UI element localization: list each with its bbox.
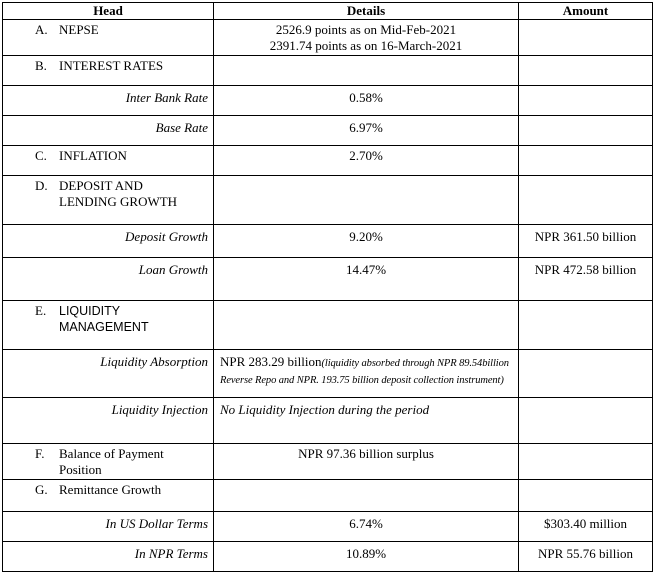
interbank-rate-label: Inter Bank Rate: [3, 86, 214, 116]
table-row: [3, 480, 653, 512]
section-letter: C.: [35, 148, 47, 163]
section-letter: G.: [35, 482, 48, 497]
section-label: INFLATION: [59, 148, 127, 163]
table-row: [3, 20, 653, 56]
header-row: [3, 3, 653, 20]
empty-cell: [214, 480, 519, 512]
remittance-head: [3, 480, 214, 512]
nepse-head: [3, 20, 214, 56]
interbank-rate-value: 0.58%: [214, 86, 519, 116]
economic-indicators-table: [2, 2, 653, 572]
deposit-growth-amount: NPR 361.50 billion: [519, 225, 653, 258]
amount-column-header: Amount: [519, 3, 653, 20]
nepse-line-1: 2526.9 points as on Mid-Feb-2021: [275, 22, 457, 37]
empty-cell: [519, 146, 653, 176]
deposit-growth-label: Deposit Growth: [3, 225, 214, 258]
section-label: Remittance Growth: [59, 482, 162, 497]
empty-cell: [214, 176, 519, 225]
remittance-usd-label: In US Dollar Terms: [3, 512, 214, 542]
empty-cell: [214, 301, 519, 350]
empty-cell: [519, 86, 653, 116]
section-letter: E.: [35, 303, 47, 318]
table-row: [3, 225, 653, 258]
table-row: [3, 116, 653, 146]
liquidity-injection-value: No Liquidity Injection during the period: [214, 398, 519, 444]
empty-cell: [519, 56, 653, 86]
section-label: NEPSE: [59, 22, 99, 37]
nepse-amount: [519, 20, 653, 56]
liquidity-head: [3, 301, 214, 350]
base-rate-value: 6.97%: [214, 116, 519, 146]
section-letter: F.: [35, 446, 45, 461]
empty-cell: [519, 444, 653, 480]
loan-growth-amount: NPR 472.58 billion: [519, 258, 653, 301]
remittance-usd-amount: $303.40 million: [519, 512, 653, 542]
empty-cell: [519, 301, 653, 350]
section-letter: A.: [35, 22, 48, 37]
table-row: [3, 56, 653, 86]
section-letter: B.: [35, 58, 47, 73]
remittance-npr-value: 10.89%: [214, 542, 519, 572]
details-column-header: Details: [214, 3, 519, 20]
empty-cell: [519, 350, 653, 398]
bop-value: NPR 97.36 billion surplus: [214, 444, 519, 480]
remittance-npr-amount: NPR 55.76 billion: [519, 542, 653, 572]
empty-cell: [519, 480, 653, 512]
deposit-growth-value: 9.20%: [214, 225, 519, 258]
inflation-value: 2.70%: [214, 146, 519, 176]
section-label: DEPOSIT AND LENDING GROWTH: [59, 178, 178, 209]
deposit-head: [3, 176, 214, 225]
table-row: [3, 176, 653, 225]
liquidity-absorption-note: (liquidity absorbed through NPR 89.54billion Reverse Repo and NPR. 193.75 billion deposit collection instrument): [220, 358, 509, 386]
head-column-header: Head: [3, 3, 214, 20]
nepse-line-2: 2391.74 points as on 16-March-2021: [269, 38, 463, 53]
inflation-head: [3, 146, 214, 176]
remittance-usd-value: 6.74%: [214, 512, 519, 542]
section-label: INTEREST RATES: [59, 58, 164, 73]
table-row: [3, 86, 653, 116]
table-row: [3, 146, 653, 176]
bop-head: [3, 444, 214, 480]
base-rate-cell: [3, 116, 214, 146]
nepse-details: [214, 20, 519, 56]
table-row: [3, 398, 653, 444]
table-row: [3, 542, 653, 572]
interest-head: [3, 56, 214, 86]
empty-cell: [519, 398, 653, 444]
liquidity-absorption-details: [214, 350, 519, 398]
empty-cell: [214, 56, 519, 86]
table-row: [3, 512, 653, 542]
section-letter: D.: [35, 178, 48, 193]
loan-growth-label: Loan Growth: [3, 258, 214, 301]
table-row: [3, 258, 653, 301]
liquidity-absorption-label: Liquidity Absorption: [3, 350, 214, 398]
loan-growth-value: 14.47%: [214, 258, 519, 301]
liquidity-absorption-value: NPR 283.29 billion: [220, 354, 322, 369]
liquidity-injection-label: Liquidity Injection: [3, 398, 214, 444]
table-row: [3, 444, 653, 480]
table-row: [3, 350, 653, 398]
remittance-npr-label: In NPR Terms: [3, 542, 214, 572]
base-rate-label: Base Rate: [155, 120, 208, 135]
table-row: [3, 301, 653, 350]
empty-cell: [519, 116, 653, 146]
section-label: LIQUIDITY MANAGEMENT: [59, 304, 149, 334]
section-label: Balance of Payment Position: [59, 446, 164, 477]
empty-cell: [519, 176, 653, 225]
